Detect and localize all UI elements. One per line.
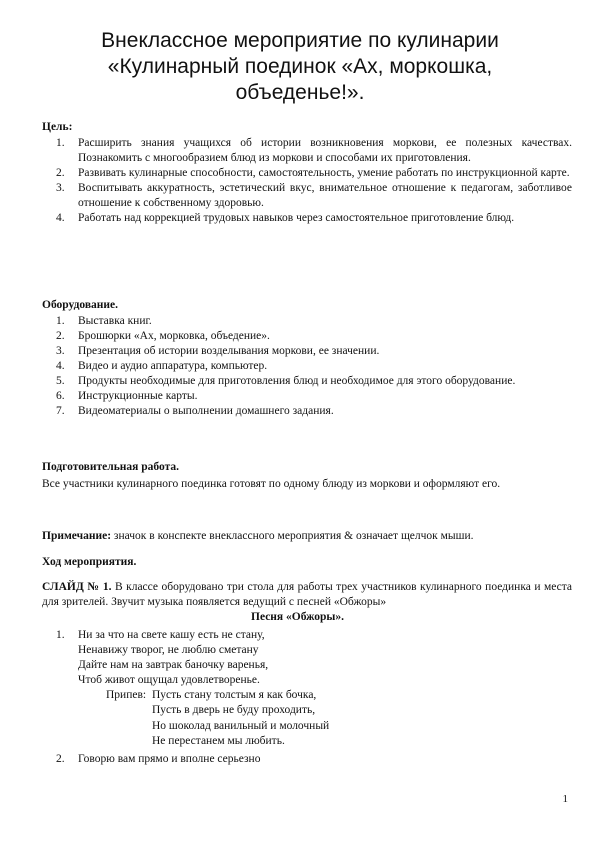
- note-paragraph: [42, 529, 572, 544]
- course-heading: Ход мероприятия.: [42, 556, 137, 568]
- chorus-line: Пусть стану толстым я как бочка,: [152, 689, 317, 701]
- verse1-line: Чтоб живот ощущал удовлетворенье.: [78, 674, 260, 686]
- goal-item: 4. Работать над коррекцией трудовых навыков через самостоятельное приготовление блюд.: [56, 212, 515, 224]
- goal-item: 1. Расширить знания учащихся об истории возникновения моркови, ее полезных качествах. Познакомить с многообразием блюд из моркови и способами их приготовления.: [56, 137, 572, 164]
- equipment-item: 7. Видеоматериалы о выполнении домашнего задания.: [56, 405, 334, 417]
- verse1-line: Ни за что на свете кашу есть не стану,: [78, 629, 265, 641]
- equipment-item: 1. Выставка книг.: [56, 315, 152, 327]
- equipment-item: 2. Брошюрки «Ах, морковка, объедение».: [56, 330, 270, 342]
- verse2-number: 2.: [56, 753, 65, 765]
- note-text: значок в конспекте внеклассного мероприятия & означает щелчок мыши.: [111, 530, 474, 542]
- prep-text: Все участники кулинарного поединка готовят по одному блюду из моркови и оформляют его.: [42, 478, 501, 490]
- equipment-item: 3. Презентация об истории возделывания моркови, ее значении.: [56, 345, 380, 357]
- equipment-item: 6. Инструкционные карты.: [56, 390, 198, 402]
- verse1-number: 1.: [56, 629, 65, 641]
- slide-text: В классе оборудовано три стола для работы трех участников кулинарного поединка и места для зрителей. Звучит музыка появляется ведущий с песней «Обжоры»: [42, 581, 572, 608]
- goal-item: 3. Воспитывать аккуратность, эстетический вкус, внимательное отношение к педагогам, заботливое отношение к собственному здоровью.: [56, 182, 572, 209]
- document-title: [60, 28, 540, 106]
- verse1-line: Дайте нам на завтрак баночку варенья,: [78, 659, 269, 671]
- goal-heading: Цель:: [42, 121, 73, 133]
- chorus-line: Пусть в дверь не буду проходить,: [152, 704, 316, 716]
- chorus-label: Припев:: [106, 689, 147, 701]
- prep-heading: Подготовительная работа.: [42, 461, 180, 473]
- title-line-1: Внеклассное мероприятие по кулинарии: [101, 29, 499, 52]
- slide-paragraph: [42, 580, 572, 610]
- note-label: Примечание:: [42, 530, 112, 542]
- chorus-line: Не перестанем мы любить.: [152, 735, 285, 747]
- equipment-item: 4. Видео и аудио аппаратура, компьютер.: [56, 360, 268, 372]
- title-line-3: объеденье!».: [235, 81, 365, 104]
- title-line-2: «Кулинарный поединок «Ах, моркошка,: [107, 55, 493, 78]
- verse2-line: Говорю вам прямо и вполне серьезно: [78, 753, 261, 765]
- equipment-heading: Оборудование.: [42, 299, 119, 311]
- chorus-line: Но шоколад ванильный и молочный: [152, 720, 330, 732]
- goal-list: [56, 136, 572, 226]
- goal-item: 2. Развивать кулинарные способности, самостоятельность, умение работать по инструкционной карте.: [56, 167, 570, 179]
- verse1-line: Ненавижу творог, не люблю сметану: [78, 644, 259, 656]
- equipment-list: [56, 314, 572, 419]
- page-number: 1: [562, 793, 568, 805]
- equipment-item: 5. Продукты необходимые для приготовления блюд и необходимое для этого оборудование.: [56, 375, 516, 387]
- song-title: Песня «Обжоры».: [251, 611, 344, 623]
- slide-label: СЛАЙД № 1.: [42, 581, 112, 593]
